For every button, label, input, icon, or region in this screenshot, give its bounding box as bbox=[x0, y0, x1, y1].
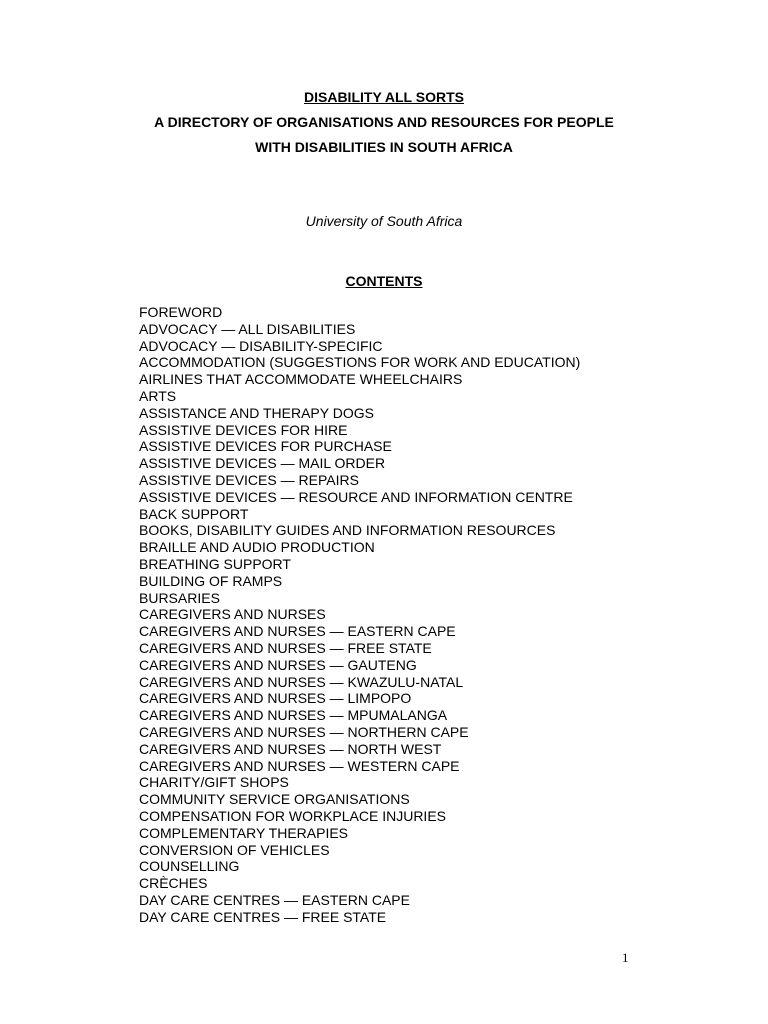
document-title: DISABILITY ALL SORTS bbox=[304, 89, 464, 105]
toc-entry: BOOKS, DISABILITY GUIDES AND INFORMATION RESOURCES bbox=[139, 522, 556, 539]
toc-entry: CRÈCHES bbox=[139, 875, 208, 892]
toc-entry: ADVOCACY — DISABILITY-SPECIFIC bbox=[139, 337, 383, 354]
toc-entry: ASSISTIVE DEVICES FOR HIRE bbox=[139, 421, 348, 438]
toc-entry: ASSISTANCE AND THERAPY DOGS bbox=[139, 404, 374, 421]
toc-entry: DAY CARE CENTRES — EASTERN CAPE bbox=[139, 891, 410, 908]
toc-entry: CAREGIVERS AND NURSES — MPUMALANGA bbox=[139, 707, 448, 724]
toc-entry: ASSISTIVE DEVICES — MAIL ORDER bbox=[139, 455, 386, 472]
toc-entry: CAREGIVERS AND NURSES — GAUTENG bbox=[139, 656, 417, 673]
toc-entry: CAREGIVERS AND NURSES — EASTERN CAPE bbox=[139, 623, 456, 640]
toc-entry: BACK SUPPORT bbox=[139, 505, 249, 522]
document-author: University of South Africa bbox=[305, 213, 463, 229]
contents-heading: CONTENTS bbox=[345, 273, 423, 289]
toc-entry: BUILDING OF RAMPS bbox=[139, 572, 283, 589]
toc-entry: CAREGIVERS AND NURSES — NORTH WEST bbox=[139, 740, 442, 757]
document-subtitle-line-1: A DIRECTORY OF ORGANISATIONS AND RESOURCES FOR PEOPLE bbox=[154, 114, 614, 130]
document-subtitle-line-2: WITH DISABILITIES IN SOUTH AFRICA bbox=[255, 139, 513, 155]
toc-entry: BRAILLE AND AUDIO PRODUCTION bbox=[139, 539, 375, 556]
toc-entry: ASSISTIVE DEVICES FOR PURCHASE bbox=[139, 438, 392, 455]
toc-entry: ASSISTIVE DEVICES — RESOURCE AND INFORMATION CENTRE bbox=[139, 488, 573, 505]
toc-entry: COUNSELLING bbox=[139, 858, 240, 875]
toc-entry: AIRLINES THAT ACCOMMODATE WHEELCHAIRS bbox=[139, 371, 463, 388]
toc-entry: CAREGIVERS AND NURSES — NORTHERN CAPE bbox=[139, 723, 469, 740]
toc-entry: ARTS bbox=[139, 387, 177, 404]
toc-entry: CONVERSION OF VEHICLES bbox=[139, 841, 330, 858]
toc-entry: FOREWORD bbox=[139, 304, 223, 320]
toc-entry: CAREGIVERS AND NURSES bbox=[139, 606, 326, 623]
toc-entry: ACCOMMODATION (SUGGESTIONS FOR WORK AND EDUCATION) bbox=[139, 354, 581, 371]
toc-entry: ASSISTIVE DEVICES — REPAIRS bbox=[139, 471, 359, 488]
toc-entry: DAY CARE CENTRES — FREE STATE bbox=[139, 908, 387, 925]
toc-entry: COMPLEMENTARY THERAPIES bbox=[139, 824, 349, 841]
toc-entry: CAREGIVERS AND NURSES — FREE STATE bbox=[139, 639, 432, 656]
toc-entry: CAREGIVERS AND NURSES — KWAZULU-NATAL bbox=[139, 673, 464, 690]
table-of-contents bbox=[139, 304, 699, 925]
toc-entry: ADVOCACY — ALL DISABILITIES bbox=[139, 320, 356, 337]
toc-entry: COMPENSATION FOR WORKPLACE INJURIES bbox=[139, 807, 446, 824]
toc-entry: CAREGIVERS AND NURSES — LIMPOPO bbox=[139, 690, 412, 707]
toc-entry: COMMUNITY SERVICE ORGANISATIONS bbox=[139, 791, 410, 808]
page-number: 1 bbox=[622, 950, 629, 965]
toc-entry: BURSARIES bbox=[139, 589, 220, 606]
title-block bbox=[0, 85, 768, 160]
toc-entry: CAREGIVERS AND NURSES — WESTERN CAPE bbox=[139, 757, 460, 774]
toc-entry: CHARITY/GIFT SHOPS bbox=[139, 774, 289, 791]
toc-entry: BREATHING SUPPORT bbox=[139, 555, 291, 572]
